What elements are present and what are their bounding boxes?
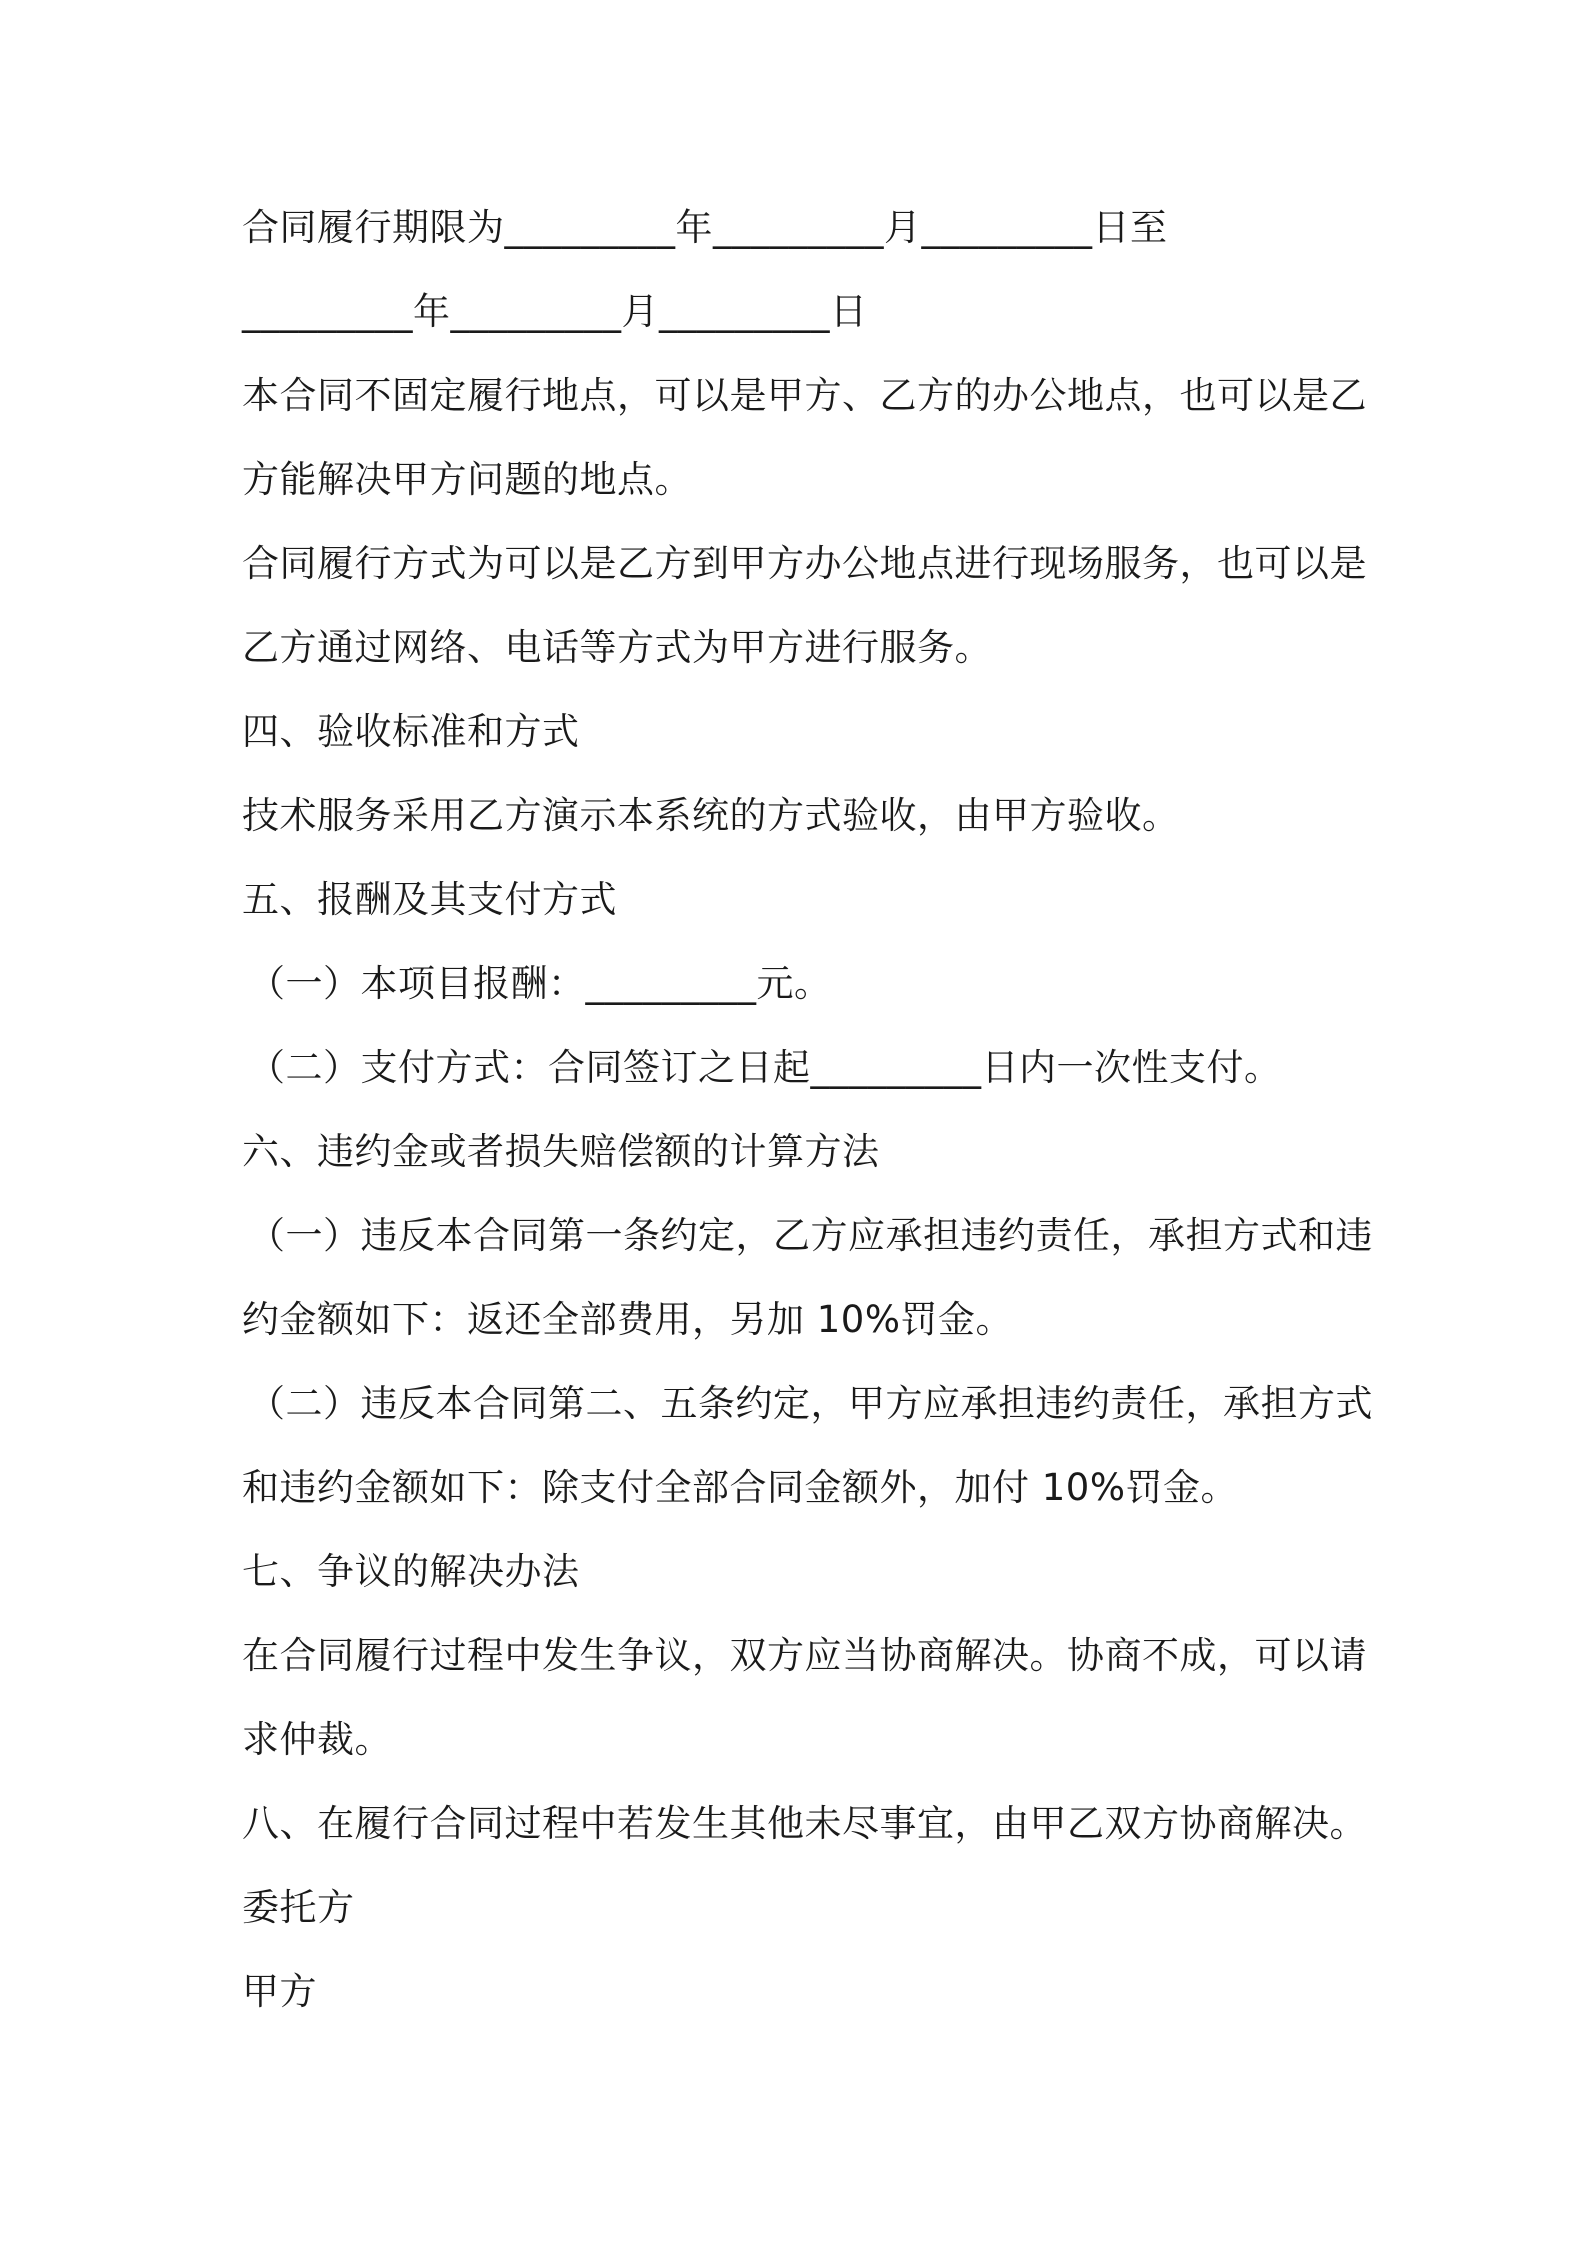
payment-item-2: （二）支付方式：合同签订之日起_________日内一次性支付。 [248,1046,1282,1089]
performance-location-line-2: 方能解决甲方问题的地点。 [242,458,692,501]
performance-method-line-2: 乙方通过网络、电话等方式为甲方进行服务。 [242,626,992,669]
performance-method-line-1: 合同履行方式为可以是乙方到甲方办公地点进行现场服务，也可以是 [242,542,1367,585]
penalty-item-1-line-1: （一）违反本合同第一条约定，乙方应承担违约责任，承担方式和违 [248,1214,1373,1257]
penalty-item-2-line-1: （二）违反本合同第二、五条约定，甲方应承担违约责任，承担方式 [248,1382,1373,1425]
penalty-item-2-line-2: 和违约金额如下：除支付全部合同金额外，加付 10%罚金。 [242,1466,1238,1509]
section-heading-dispute: 七、争议的解决办法 [242,1550,580,1593]
acceptance-paragraph: 技术服务采用乙方演示本系统的方式验收，由甲方验收。 [242,794,1180,837]
contract-term-line-2: _________年_________月_________日 [242,290,868,333]
payment-item-1: （一）本项目报酬：_________元。 [248,962,832,1005]
dispute-paragraph-line-2: 求仲裁。 [242,1718,392,1761]
section-heading-payment: 五、报酬及其支付方式 [242,878,617,921]
section-heading-penalty: 六、违约金或者损失赔偿额的计算方法 [242,1130,880,1173]
signature-label-client: 委托方 [242,1886,355,1929]
dispute-paragraph-line-1: 在合同履行过程中发生争议，双方应当协商解决。协商不成，可以请 [242,1634,1367,1677]
signature-label-party-a: 甲方 [242,1970,317,2013]
section-heading-other-matters: 八、在履行合同过程中若发生其他未尽事宜，由甲乙双方协商解决。 [242,1802,1367,1845]
performance-location-line-1: 本合同不固定履行地点，可以是甲方、乙方的办公地点，也可以是乙 [242,374,1367,417]
penalty-item-1-line-2: 约金额如下：返还全部费用，另加 10%罚金。 [242,1298,1013,1341]
contract-term-line-1: 合同履行期限为_________年_________月_________日至 [242,206,1168,249]
section-heading-acceptance: 四、验收标准和方式 [242,710,580,753]
